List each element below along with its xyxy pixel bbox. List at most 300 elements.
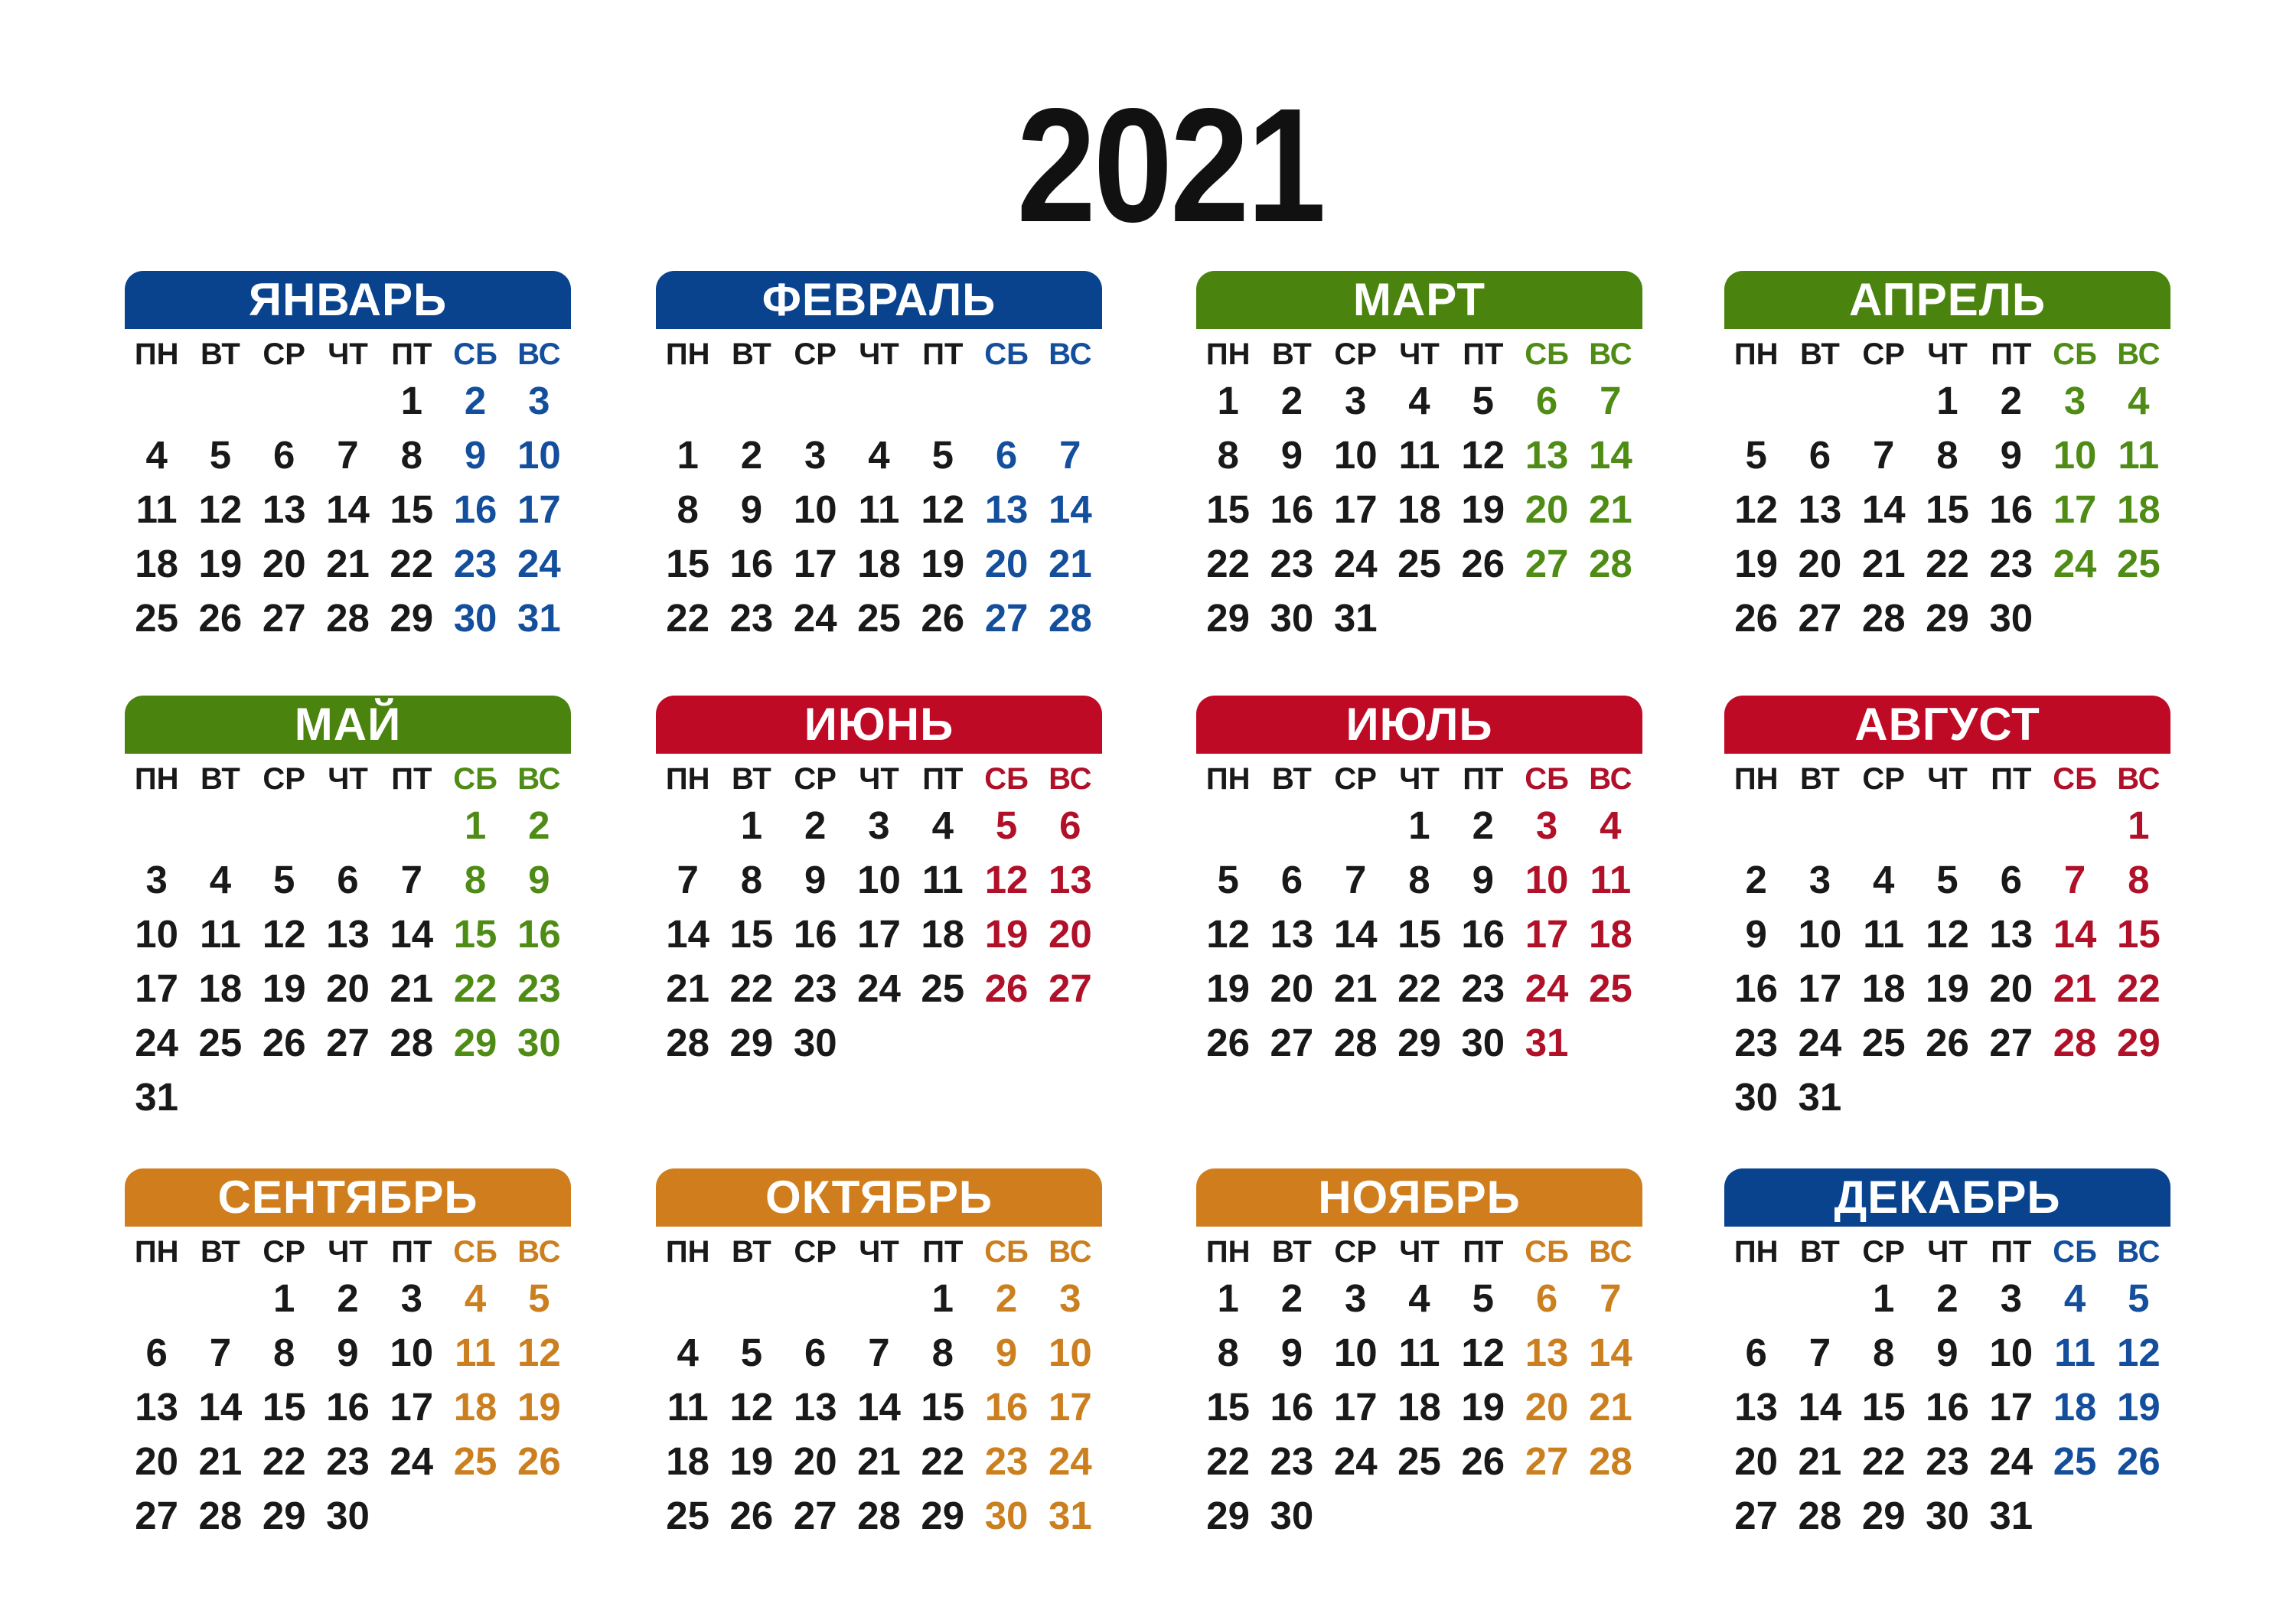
- weekday-label: ВТ: [1800, 762, 1840, 796]
- date-cell: 20: [262, 542, 306, 585]
- empty-cell: [1724, 798, 1788, 852]
- weekday-label: ЧТ: [328, 762, 368, 796]
- date-cell: 22: [666, 596, 709, 640]
- empty-cell: [1039, 1015, 1102, 1070]
- date-cell: 22: [1926, 542, 1969, 585]
- weekday-label: ВС: [517, 337, 561, 371]
- date-cell: 21: [1588, 487, 1632, 531]
- weekday-label: СР: [1334, 762, 1377, 796]
- date-cell: 24: [517, 542, 561, 585]
- weekday-label: СР: [1862, 1235, 1905, 1269]
- weekday-label: ПН: [1733, 337, 1779, 371]
- date-cell: 4: [145, 433, 168, 477]
- date-cell: 26: [1461, 1439, 1505, 1483]
- weekday-label: ЧТ: [1927, 337, 1968, 371]
- date-cell: 23: [729, 596, 774, 640]
- date-cell: 27: [793, 1494, 837, 1537]
- date-cell: 16: [1270, 487, 1314, 531]
- date-cell: 30: [453, 596, 497, 640]
- date-cell: 21: [666, 966, 709, 1010]
- month-grid-january: [125, 329, 571, 645]
- date-cell: 4: [1600, 803, 1622, 847]
- date-cell: 18: [857, 542, 901, 585]
- date-cell: 13: [135, 1385, 178, 1429]
- weekday-label: ВТ: [201, 1235, 240, 1269]
- date-cell: 23: [326, 1439, 370, 1483]
- date-cell: 1: [1408, 803, 1430, 847]
- date-cell: 7: [1808, 1331, 1831, 1374]
- date-cell: 2: [528, 803, 550, 847]
- date-cell: 1: [931, 1276, 954, 1320]
- empty-cell: [380, 798, 443, 852]
- date-cell: 18: [1861, 966, 1906, 1010]
- month-header-october: ОКТЯБРЬ: [656, 1168, 1102, 1227]
- date-cell: 22: [1397, 966, 1441, 1010]
- date-cell: 1: [273, 1276, 295, 1320]
- date-cell: 21: [2053, 966, 2097, 1010]
- date-cell: 13: [1989, 912, 2033, 956]
- date-cell: 13: [1525, 1331, 1569, 1374]
- date-cell: 3: [528, 379, 550, 422]
- date-cell: 10: [2053, 433, 2097, 477]
- date-cell: 15: [729, 912, 774, 956]
- date-cell: 9: [464, 433, 487, 477]
- date-cell: 15: [666, 542, 709, 585]
- date-cell: 24: [1989, 1439, 2033, 1483]
- date-cell: 3: [2063, 379, 2086, 422]
- weekday-label: СБ: [1525, 337, 1569, 371]
- weekday-label: СР: [794, 762, 837, 796]
- weekday-label: ЧТ: [859, 762, 899, 796]
- date-cell: 7: [337, 433, 359, 477]
- date-cell: 1: [677, 433, 699, 477]
- date-cell: 28: [1588, 1439, 1632, 1483]
- empty-cell: [656, 1271, 719, 1325]
- date-cell: 21: [326, 542, 370, 585]
- empty-cell: [719, 1271, 783, 1325]
- weekday-label: СР: [1334, 1235, 1377, 1269]
- date-cell: 29: [262, 1494, 306, 1537]
- weekday-label: ПН: [1733, 762, 1779, 796]
- empty-cell: [1579, 1015, 1642, 1070]
- date-cell: 13: [326, 912, 370, 956]
- empty-cell: [1916, 1070, 1979, 1124]
- date-cell: 12: [1926, 912, 1969, 956]
- date-cell: 22: [729, 966, 774, 1010]
- date-cell: 21: [198, 1439, 243, 1483]
- empty-cell: [125, 373, 188, 428]
- date-cell: 25: [453, 1439, 497, 1483]
- date-cell: 6: [273, 433, 295, 477]
- date-cell: 26: [1206, 1021, 1250, 1064]
- weekday-label: ЧТ: [1399, 1235, 1440, 1269]
- month-header-january: ЯНВАРЬ: [125, 271, 571, 329]
- date-cell: 24: [857, 966, 901, 1010]
- empty-cell: [2107, 1488, 2170, 1543]
- date-cell: 20: [326, 966, 370, 1010]
- date-cell: 30: [1461, 1021, 1505, 1064]
- empty-cell: [1324, 1488, 1388, 1543]
- empty-cell: [784, 1271, 847, 1325]
- weekday-label: ВТ: [1800, 337, 1840, 371]
- date-cell: 9: [1472, 858, 1494, 901]
- date-cell: 10: [1989, 1331, 2033, 1374]
- date-cell: 28: [1861, 596, 1906, 640]
- date-cell: 26: [2116, 1439, 2161, 1483]
- month-header-march: МАРТ: [1196, 271, 1642, 329]
- date-cell: 25: [198, 1021, 243, 1064]
- date-cell: 11: [667, 1385, 709, 1429]
- date-cell: 12: [729, 1385, 774, 1429]
- date-cell: 14: [1588, 1331, 1632, 1374]
- date-cell: 19: [921, 542, 965, 585]
- date-cell: 13: [1734, 1385, 1778, 1429]
- date-cell: 27: [1798, 596, 1842, 640]
- date-cell: 28: [2053, 1021, 2097, 1064]
- date-cell: 8: [1873, 1331, 1895, 1374]
- date-cell: 12: [198, 487, 243, 531]
- date-cell: 22: [2116, 966, 2161, 1010]
- date-cell: 7: [868, 1331, 890, 1374]
- weekday-label: ВС: [1049, 1235, 1092, 1269]
- date-cell: 12: [1206, 912, 1250, 956]
- date-cell: 15: [1861, 1385, 1906, 1429]
- weekday-label: ПН: [1733, 1235, 1779, 1269]
- date-cell: 25: [2053, 1439, 2097, 1483]
- date-cell: 19: [1461, 487, 1505, 531]
- empty-cell: [1388, 1488, 1451, 1543]
- date-cell: 14: [1798, 1385, 1842, 1429]
- date-cell: 25: [857, 596, 901, 640]
- date-cell: 2: [995, 1276, 1018, 1320]
- weekday-label: ЧТ: [1927, 1235, 1968, 1269]
- empty-cell: [2043, 591, 2106, 645]
- date-cell: 26: [1734, 596, 1778, 640]
- date-cell: 16: [1461, 912, 1505, 956]
- date-cell: 19: [1461, 1385, 1505, 1429]
- date-cell: 28: [1588, 542, 1632, 585]
- date-cell: 12: [517, 1331, 561, 1374]
- date-cell: 19: [1926, 966, 1969, 1010]
- date-cell: 25: [135, 596, 178, 640]
- empty-cell: [253, 1070, 316, 1124]
- date-cell: 19: [262, 966, 306, 1010]
- date-cell: 7: [677, 858, 699, 901]
- date-cell: 29: [1861, 1494, 1906, 1537]
- date-cell: 3: [1345, 379, 1367, 422]
- weekday-label: ПТ: [922, 1235, 964, 1269]
- month-march: [1196, 271, 1642, 645]
- date-cell: 28: [666, 1021, 709, 1064]
- date-cell: 30: [326, 1494, 370, 1537]
- year-title-text: 2021: [1016, 74, 1324, 256]
- date-cell: 27: [1048, 966, 1092, 1010]
- date-cell: 2: [337, 1276, 359, 1320]
- date-cell: 26: [262, 1021, 306, 1064]
- date-cell: 14: [198, 1385, 243, 1429]
- date-cell: 10: [135, 912, 178, 956]
- date-cell: 16: [453, 487, 497, 531]
- date-cell: 15: [921, 1385, 965, 1429]
- date-cell: 24: [1525, 966, 1569, 1010]
- date-cell: 18: [453, 1385, 497, 1429]
- date-cell: 23: [517, 966, 561, 1010]
- date-cell: 10: [1333, 1331, 1378, 1374]
- date-cell: 21: [1861, 542, 1906, 585]
- weekday-label: ПТ: [1991, 1235, 2032, 1269]
- date-cell: 17: [1333, 487, 1378, 531]
- weekday-label: ПН: [1205, 337, 1251, 371]
- empty-cell: [656, 798, 719, 852]
- weekday-label: ПН: [665, 762, 710, 796]
- date-cell: 18: [198, 966, 243, 1010]
- date-cell: 17: [857, 912, 901, 956]
- weekday-label: ЧТ: [1399, 762, 1440, 796]
- date-cell: 15: [262, 1385, 306, 1429]
- weekday-label: ПН: [1205, 762, 1251, 796]
- date-cell: 12: [921, 487, 965, 531]
- date-cell: 30: [517, 1021, 561, 1064]
- month-july: [1196, 696, 1642, 1070]
- date-cell: 27: [1270, 1021, 1314, 1064]
- date-cell: 15: [2116, 912, 2161, 956]
- date-cell: 25: [1861, 1021, 1906, 1064]
- empty-cell: [656, 373, 719, 428]
- date-cell: 31: [1048, 1494, 1092, 1537]
- date-cell: 4: [1873, 858, 1895, 901]
- date-cell: 8: [400, 433, 422, 477]
- month-may: [125, 696, 571, 1124]
- date-cell: 31: [135, 1075, 178, 1119]
- date-cell: 4: [1408, 1276, 1430, 1320]
- date-cell: 12: [1461, 433, 1505, 477]
- date-cell: 16: [1270, 1385, 1314, 1429]
- month-grid-december: [1724, 1227, 2170, 1543]
- date-cell: 14: [1048, 487, 1092, 531]
- weekday-label: СБ: [2053, 337, 2097, 371]
- date-cell: 6: [2000, 858, 2022, 901]
- date-cell: 3: [868, 803, 890, 847]
- date-cell: 14: [1588, 433, 1632, 477]
- weekday-label: ПТ: [391, 762, 432, 796]
- date-cell: 8: [740, 858, 763, 901]
- weekday-label: ВС: [1589, 762, 1632, 796]
- empty-cell: [2043, 1488, 2106, 1543]
- empty-cell: [1451, 1488, 1515, 1543]
- weekday-label: ПН: [134, 762, 179, 796]
- date-cell: 5: [740, 1331, 763, 1374]
- date-cell: 13: [1270, 912, 1314, 956]
- month-april: [1724, 271, 2170, 645]
- date-cell: 18: [2053, 1385, 2097, 1429]
- empty-cell: [1788, 798, 1851, 852]
- weekday-label: ВС: [1049, 337, 1092, 371]
- empty-cell: [253, 798, 316, 852]
- date-cell: 11: [2118, 433, 2160, 477]
- empty-cell: [1196, 798, 1260, 852]
- date-cell: 26: [1926, 1021, 1969, 1064]
- empty-cell: [911, 1015, 974, 1070]
- date-cell: 21: [1048, 542, 1092, 585]
- date-cell: 5: [1217, 858, 1239, 901]
- date-cell: 23: [1989, 542, 2033, 585]
- date-cell: 24: [793, 596, 837, 640]
- weekday-label: СР: [263, 337, 305, 371]
- weekday-label: ПТ: [1463, 762, 1504, 796]
- date-cell: 19: [198, 542, 243, 585]
- date-cell: 1: [1936, 379, 1958, 422]
- weekday-label: ЧТ: [859, 337, 899, 371]
- date-cell: 13: [1798, 487, 1842, 531]
- date-cell: 31: [517, 596, 561, 640]
- weekday-label: ЧТ: [859, 1235, 899, 1269]
- empty-cell: [1979, 798, 2043, 852]
- empty-cell: [1788, 373, 1851, 428]
- date-cell: 13: [1048, 858, 1092, 901]
- date-cell: 30: [1734, 1075, 1778, 1119]
- month-grid-may: [125, 754, 571, 1124]
- date-cell: 6: [1535, 1276, 1558, 1320]
- weekday-label: ПН: [134, 337, 179, 371]
- empty-cell: [1852, 798, 1916, 852]
- weekday-label: СБ: [453, 1235, 497, 1269]
- date-cell: 16: [729, 542, 774, 585]
- date-cell: 23: [793, 966, 837, 1010]
- date-cell: 10: [857, 858, 901, 901]
- month-grid-june: [656, 754, 1102, 1070]
- date-cell: 9: [337, 1331, 359, 1374]
- weekday-label: СБ: [984, 762, 1029, 796]
- empty-cell: [316, 373, 380, 428]
- weekday-label: ПН: [665, 337, 710, 371]
- empty-cell: [1579, 591, 1642, 645]
- date-cell: 3: [2000, 1276, 2022, 1320]
- month-grid-november: [1196, 1227, 1642, 1543]
- date-cell: 17: [2053, 487, 2097, 531]
- date-cell: 9: [740, 487, 763, 531]
- date-cell: 5: [1745, 433, 1767, 477]
- empty-cell: [847, 373, 911, 428]
- date-cell: 14: [1333, 912, 1378, 956]
- empty-cell: [1260, 798, 1323, 852]
- weekday-label: ВТ: [732, 762, 771, 796]
- weekday-label: СБ: [1525, 762, 1569, 796]
- date-cell: 11: [135, 487, 178, 531]
- date-cell: 8: [1408, 858, 1430, 901]
- date-cell: 20: [984, 542, 1029, 585]
- empty-cell: [847, 1015, 911, 1070]
- weekday-label: ВС: [1049, 762, 1092, 796]
- empty-cell: [380, 1488, 443, 1543]
- weekday-label: ВТ: [201, 337, 240, 371]
- empty-cell: [125, 1271, 188, 1325]
- date-cell: 20: [1734, 1439, 1778, 1483]
- date-cell: 19: [517, 1385, 561, 1429]
- weekday-label: ПТ: [1463, 337, 1504, 371]
- date-cell: 8: [464, 858, 487, 901]
- month-grid-march: [1196, 329, 1642, 645]
- date-cell: 9: [804, 858, 827, 901]
- date-cell: 20: [1048, 912, 1092, 956]
- weekday-label: ПН: [1205, 1235, 1251, 1269]
- date-cell: 11: [455, 1331, 497, 1374]
- date-cell: 19: [1206, 966, 1250, 1010]
- weekday-label: СБ: [453, 337, 497, 371]
- date-cell: 4: [209, 858, 232, 901]
- date-cell: 2: [1280, 1276, 1303, 1320]
- empty-cell: [316, 1070, 380, 1124]
- empty-cell: [719, 373, 783, 428]
- month-header-august: АВГУСТ: [1724, 696, 2170, 754]
- date-cell: 10: [1333, 433, 1378, 477]
- weekday-label: ПТ: [1991, 337, 2032, 371]
- weekday-label: СБ: [2053, 762, 2097, 796]
- date-cell: 26: [921, 596, 965, 640]
- empty-cell: [1324, 798, 1388, 852]
- date-cell: 25: [1397, 542, 1441, 585]
- date-cell: 31: [1525, 1021, 1569, 1064]
- date-cell: 9: [995, 1331, 1018, 1374]
- date-cell: 1: [2128, 803, 2150, 847]
- empty-cell: [2107, 1070, 2170, 1124]
- date-cell: 5: [1936, 858, 1958, 901]
- date-cell: 8: [931, 1331, 954, 1374]
- date-cell: 22: [1861, 1439, 1906, 1483]
- weekday-label: ВС: [2117, 1235, 2161, 1269]
- empty-cell: [443, 1488, 507, 1543]
- date-cell: 17: [1798, 966, 1842, 1010]
- weekday-label: ВТ: [1272, 337, 1312, 371]
- date-cell: 6: [145, 1331, 168, 1374]
- date-cell: 30: [984, 1494, 1029, 1537]
- month-december: [1724, 1168, 2170, 1543]
- date-cell: 12: [2116, 1331, 2161, 1374]
- weekday-label: СР: [263, 762, 305, 796]
- date-cell: 12: [1734, 487, 1778, 531]
- weekday-label: ПТ: [1463, 1235, 1504, 1269]
- date-cell: 6: [995, 433, 1018, 477]
- date-cell: 16: [793, 912, 837, 956]
- date-cell: 3: [1535, 803, 1558, 847]
- empty-cell: [2107, 591, 2170, 645]
- date-cell: 29: [1397, 1021, 1441, 1064]
- date-cell: 26: [517, 1439, 561, 1483]
- date-cell: 5: [528, 1276, 550, 1320]
- month-header-april: АПРЕЛЬ: [1724, 271, 2170, 329]
- weekday-label: СБ: [984, 337, 1029, 371]
- date-cell: 8: [1936, 433, 1958, 477]
- date-cell: 9: [2000, 433, 2022, 477]
- date-cell: 18: [1397, 487, 1441, 531]
- weekday-label: ПН: [665, 1235, 710, 1269]
- date-cell: 27: [984, 596, 1029, 640]
- empty-cell: [1724, 373, 1788, 428]
- weekday-label: СБ: [2053, 1235, 2097, 1269]
- date-cell: 19: [729, 1439, 774, 1483]
- weekday-label: СБ: [984, 1235, 1029, 1269]
- date-cell: 20: [793, 1439, 837, 1483]
- month-header-december: ДЕКАБРЬ: [1724, 1168, 2170, 1227]
- weekday-label: ВТ: [1800, 1235, 1840, 1269]
- date-cell: 2: [2000, 379, 2022, 422]
- date-cell: 17: [793, 542, 837, 585]
- date-cell: 18: [921, 912, 965, 956]
- date-cell: 3: [400, 1276, 422, 1320]
- date-cell: 22: [921, 1439, 965, 1483]
- date-cell: 4: [2128, 379, 2150, 422]
- empty-cell: [1039, 373, 1102, 428]
- date-cell: 26: [1461, 542, 1505, 585]
